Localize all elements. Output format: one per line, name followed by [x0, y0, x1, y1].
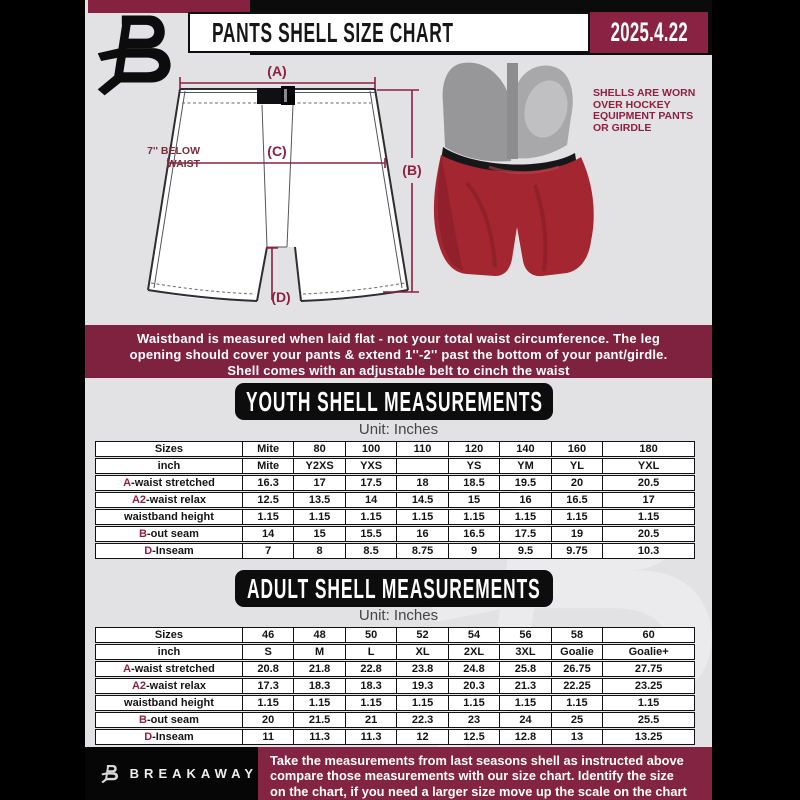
row-label: inch [157, 645, 181, 658]
shell-photo [433, 55, 613, 323]
table-cell: 1.15 [551, 696, 602, 710]
table-cell: 1.15 [293, 510, 344, 524]
table-cell: 14.5 [396, 493, 447, 507]
table-cell: 19 [551, 527, 602, 541]
youth-section-banner [235, 383, 553, 420]
table-cell: 15 [448, 493, 499, 507]
table-cell: 16.5 [448, 527, 499, 541]
table-cell: S [242, 645, 293, 659]
table-cell: 25.8 [499, 662, 550, 676]
row-label: waistband height [124, 510, 214, 523]
table-cell: 110 [396, 442, 447, 456]
adult-table [95, 627, 695, 746]
table-cell: L [345, 645, 396, 659]
marker-b: (B) [402, 162, 422, 178]
table-cell: 18.3 [293, 679, 344, 693]
table-cell: 1.15 [499, 696, 550, 710]
footer [85, 747, 712, 800]
table-cell: 12.5 [448, 730, 499, 744]
table-cell: 18 [396, 476, 447, 490]
adult-unit-label: Unit: Inches [358, 607, 439, 624]
table-cell: 17.3 [242, 679, 293, 693]
table-cell: 20 [242, 713, 293, 727]
row-label: Sizes [154, 442, 184, 455]
table-cell: YXS [345, 459, 396, 473]
table-cell: 1.15 [551, 510, 602, 524]
footer-brand-name: BREAKAWAY [129, 766, 258, 781]
table-cell: 14 [242, 527, 293, 541]
table-cell: 50 [345, 628, 396, 642]
adult-section-banner [235, 570, 553, 607]
table-row [95, 678, 695, 694]
table-cell: YM [499, 459, 550, 473]
row-label: D -Inseam [144, 544, 194, 557]
table-cell: XL [396, 645, 447, 659]
page [85, 0, 712, 800]
table-cell: 8.5 [345, 544, 396, 558]
table-row [95, 661, 695, 677]
table-cell: YS [448, 459, 499, 473]
table-cell: 16 [396, 527, 447, 541]
photo-caption-line: OR GIRDLE [593, 121, 652, 134]
table-cell: 13.5 [293, 493, 344, 507]
table-cell: 13.25 [602, 730, 694, 744]
table-cell: 20.5 [602, 476, 694, 490]
photo-caption [593, 88, 709, 134]
row-label: waistband height [124, 696, 214, 709]
table-row [95, 475, 695, 491]
table-row [95, 644, 695, 660]
breakaway-logo-small-icon [101, 761, 121, 787]
adult-section-title: ADULT SHELL MEASUREMENTS [247, 572, 541, 604]
photo-caption-line: EQUIPMENT PANTS [593, 110, 694, 122]
row-label: inch [157, 459, 181, 472]
table-cell: 56 [499, 628, 550, 642]
table-cell: 21.5 [293, 713, 344, 727]
youth-table [95, 441, 695, 560]
marker-a: (A) [267, 63, 287, 79]
table-cell: 23.8 [396, 662, 447, 676]
table-cell: 1.15 [448, 696, 499, 710]
table-row [95, 526, 695, 542]
table-row [95, 492, 695, 508]
table-cell: 16.5 [551, 493, 602, 507]
waist-note-line2: WAIST [166, 158, 200, 170]
table-cell: 80 [293, 442, 344, 456]
table-cell: Goalie [551, 645, 602, 659]
table-cell: 18.5 [448, 476, 499, 490]
table-cell: 22.3 [396, 713, 447, 727]
table-cell: 1.15 [242, 696, 293, 710]
row-label: Sizes [154, 628, 184, 641]
table-cell: 20.3 [448, 679, 499, 693]
table-cell: 7 [242, 544, 293, 558]
belt-buckle-icon [257, 86, 295, 105]
row-label: A2 -waist relax [131, 679, 206, 692]
table-cell: 20 [551, 476, 602, 490]
table-cell: 17 [602, 493, 694, 507]
table-cell: 1.15 [448, 510, 499, 524]
table-cell: 17.5 [345, 476, 396, 490]
row-label: A -waist stretched [123, 476, 215, 489]
footer-line: on the chart, if you need a larger size move up the scale on the chart [270, 783, 687, 799]
youth-section-title: YOUTH SHELL MEASUREMENTS [245, 385, 543, 417]
table-cell: 58 [551, 628, 602, 642]
table-cell: 21.3 [499, 679, 550, 693]
photo-caption-line: SHELLS ARE WORN [593, 87, 696, 99]
row-label: D -Inseam [144, 730, 194, 743]
table-cell: 3XL [499, 645, 550, 659]
youth-unit-label: Unit: Inches [358, 421, 439, 438]
table-cell: 15 [293, 527, 344, 541]
table-cell: 11 [242, 730, 293, 744]
table-cell: YXL [602, 459, 694, 473]
table-cell: 20.5 [602, 527, 694, 541]
shorts-diagram [85, 55, 430, 321]
table-cell: 23.25 [602, 679, 694, 693]
notice-line: Waistband is measured when laid flat - not your total waist circumference. The leg [136, 331, 661, 346]
table-cell: 22.25 [551, 679, 602, 693]
row-label: A -waist stretched [123, 662, 215, 675]
table-cell: 23 [448, 713, 499, 727]
table-cell: 1.15 [345, 510, 396, 524]
table-row [95, 458, 695, 474]
table-row [95, 509, 695, 525]
waist-note-line1: 7'' BELOW [147, 145, 200, 157]
table-cell: 15.5 [345, 527, 396, 541]
date-box [590, 12, 708, 53]
table-row [95, 695, 695, 711]
table-cell: 12.5 [242, 493, 293, 507]
table-cell: YL [551, 459, 602, 473]
footer-instructions [258, 747, 712, 800]
table-cell: 1.15 [242, 510, 293, 524]
table-cell: 9 [448, 544, 499, 558]
table-cell: 1.15 [396, 696, 447, 710]
table-cell: 1.15 [499, 510, 550, 524]
table-cell: 20.8 [242, 662, 293, 676]
table-cell: 22.8 [345, 662, 396, 676]
table-cell: 1.15 [293, 696, 344, 710]
table-row [95, 712, 695, 728]
table-cell: 1.15 [396, 510, 447, 524]
table-cell: 16 [499, 493, 550, 507]
table-cell: 11.3 [345, 730, 396, 744]
table-cell: Mite [242, 459, 293, 473]
table-cell: 21.8 [293, 662, 344, 676]
table-cell: 17 [293, 476, 344, 490]
title-box [188, 12, 590, 53]
table-cell: 17.5 [499, 527, 550, 541]
notice-line: Shell comes with an adjustable belt to cinch the waist [227, 362, 570, 378]
table-row [95, 627, 695, 643]
table-cell: 100 [345, 442, 396, 456]
table-cell: 1.15 [602, 696, 694, 710]
table-row [95, 441, 695, 457]
measurement-notice-banner [85, 325, 712, 378]
table-cell: 8 [293, 544, 344, 558]
table-cell: 25.5 [602, 713, 694, 727]
table-cell: Goalie+ [602, 645, 694, 659]
table-cell: 120 [448, 442, 499, 456]
table-cell: 19.3 [396, 679, 447, 693]
table-cell: 10.3 [602, 544, 694, 558]
table-cell: Mite [242, 442, 293, 456]
table-cell: 24.8 [448, 662, 499, 676]
table-cell: 8.75 [396, 544, 447, 558]
table-cell: 27.75 [602, 662, 694, 676]
footer-line: Take the measurements from last seasons shell as instructed above [270, 753, 684, 768]
table-cell: 54 [448, 628, 499, 642]
table-cell: 26.75 [551, 662, 602, 676]
table-cell: 24 [499, 713, 550, 727]
table-cell: 1.15 [602, 510, 694, 524]
table-cell: 2XL [448, 645, 499, 659]
row-label: B -out seam [138, 527, 199, 540]
table-cell: 18.3 [345, 679, 396, 693]
table-cell: M [293, 645, 344, 659]
notice-line: opening should cover your pants & extend 1''-2'' past the bottom of your pant/girdle. [129, 346, 668, 362]
marker-c: (C) [267, 143, 287, 159]
table-cell: 52 [396, 628, 447, 642]
table-row [95, 729, 695, 745]
table-cell [396, 459, 447, 473]
date-label: 2025.4.22 [610, 17, 688, 47]
table-cell: 11.3 [293, 730, 344, 744]
table-row [95, 543, 695, 559]
row-label: B -out seam [138, 713, 199, 726]
table-cell: 140 [499, 442, 550, 456]
marker-d: (D) [271, 289, 291, 305]
table-cell: 180 [602, 442, 694, 456]
table-cell: 13 [551, 730, 602, 744]
table-cell: 9.75 [551, 544, 602, 558]
table-cell: 160 [551, 442, 602, 456]
table-cell: Y2XS [293, 459, 344, 473]
table-cell: 21 [345, 713, 396, 727]
table-cell: 9.5 [499, 544, 550, 558]
row-label: A2 -waist relax [131, 493, 206, 506]
table-cell: 1.15 [345, 696, 396, 710]
table-cell: 19.5 [499, 476, 550, 490]
table-cell: 25 [551, 713, 602, 727]
photo-caption-line: OVER HOCKEY [593, 98, 671, 111]
table-cell: 60 [602, 628, 694, 642]
table-cell: 16.3 [242, 476, 293, 490]
table-cell: 14 [345, 493, 396, 507]
footer-line: compare those measurements with our size chart. Identify the size [270, 768, 674, 784]
table-cell: 48 [293, 628, 344, 642]
table-cell: 12 [396, 730, 447, 744]
page-title: PANTS SHELL SIZE CHART [212, 16, 454, 48]
table-cell: 12.8 [499, 730, 550, 744]
footer-brand-block [85, 747, 258, 800]
table-cell: 46 [242, 628, 293, 642]
